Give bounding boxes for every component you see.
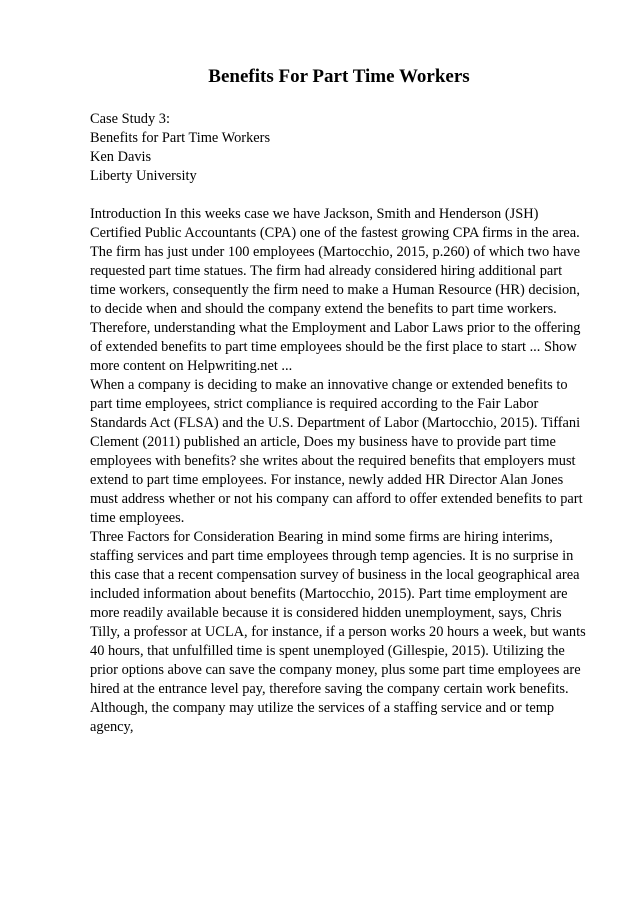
paragraph-introduction: Introduction In this weeks case we have Jackson, Smith and Henderson (JSH) Certified Public Accountants (CPA) one of the fastest growing CPA firms in the area. The firm has just under 100 employees (Martocchio, 2015, p.260) of which two have requested part time statues. The firm had already considered hiring additional part time workers, consequently the firm need to make a Human Resource (HR) decision, to decide when and should the company extend the benefits to part time workers. Therefore, understanding what the Employment and Labor Laws prior to the offering of extended benefits to part time employees should be the first place to start ... Show more content on Helpwriting.net ... bbox=[90, 206, 581, 374]
paragraph-three-factors: Three Factors for Consideration Bearing in mind some firms are hiring interims, staffing services and part time employees through temp agencies. It is no surprise in this case that a recent compensation survey of business in the local geographical area included information about benefits (Martocchio, 2015). Part time employment are more readily available because it is considered hidden unemployment, says, Chris Tilly, a professor at UCLA, for instance, if a person works 20 hours a week, but wants 40 hours, that unfulfilled time is spent unemployed (Gillespie, 2015). Utilizing the prior options above can save the company money, plus some part time employees are hired at the entrance level pay, therefore saving the company certain work benefits. Although, the company may utilize the services of a staffing service and or temp agency, bbox=[90, 529, 586, 735]
meta-subtitle: Benefits for Part Time Workers bbox=[90, 130, 271, 146]
document-body bbox=[90, 205, 588, 737]
paragraph-compliance: When a company is deciding to make an innovative change or extended benefits to part time employees, strict compliance is required according to the Fair Labor Standards Act (FLSA) and the U.S. Department of Labor (Martocchio, 2015). Tiffani Clement (2011) published an article, Does my business have to provide part time employees with benefits? she writes about the required benefits that employers must extend to part time employees. For instance, newly added HR Director Alan Jones must address whether or not his company can afford to offer extended benefits to part time employees. bbox=[90, 377, 583, 526]
meta-institution: Liberty University bbox=[90, 168, 197, 184]
document-title: Benefits For Part Time Workers bbox=[208, 66, 470, 87]
meta-author: Ken Davis bbox=[90, 149, 152, 165]
document-meta bbox=[90, 110, 588, 186]
meta-case-study: Case Study 3: bbox=[90, 111, 170, 127]
